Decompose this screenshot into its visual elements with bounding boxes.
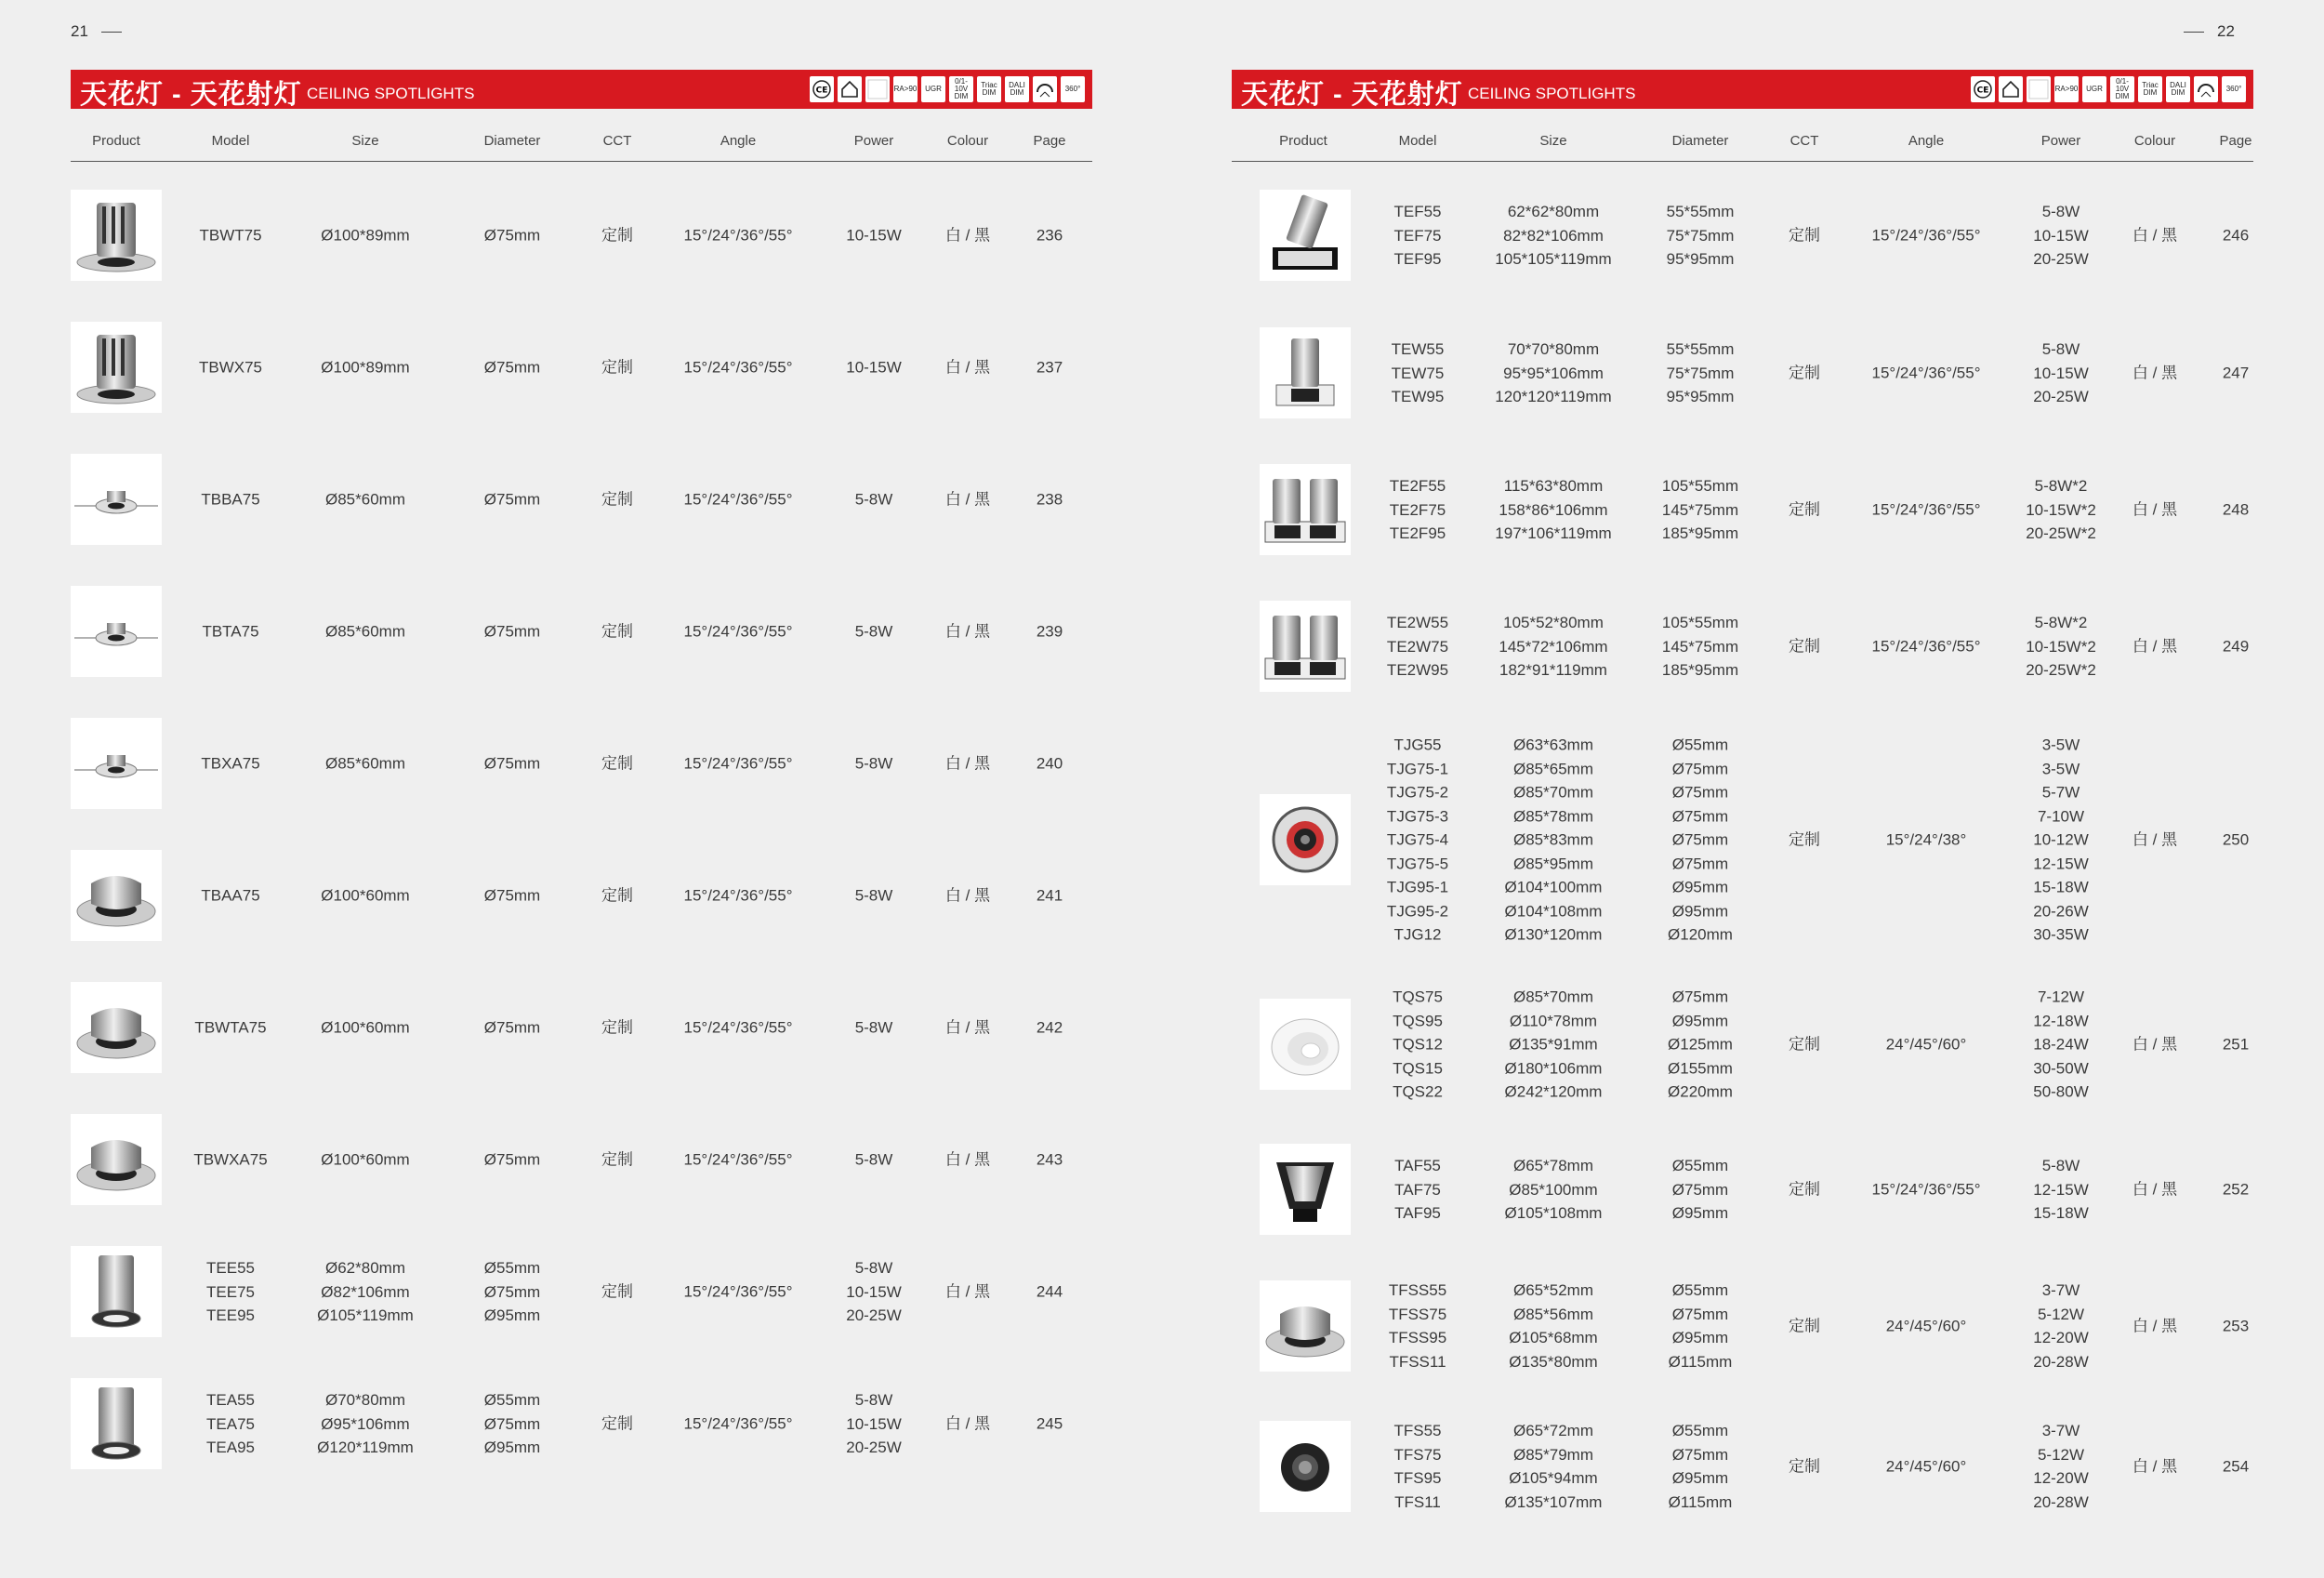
cell-page: 248 — [2222, 500, 2250, 519]
cell-colour: 白 / 黑 — [2132, 1180, 2178, 1199]
page-dash — [101, 32, 122, 33]
spec-icon-label: RA>90 — [2054, 85, 2079, 93]
cell-cct: 定制 — [601, 1150, 633, 1169]
dim-0-10v-icon — [2110, 76, 2134, 102]
cell-power: 5-8W 10-15W 20-25W — [2033, 339, 2089, 405]
spec-icon-label: 360° — [2225, 85, 2242, 93]
ugr-icon — [2082, 76, 2106, 102]
cell-cct: 定制 — [1789, 1180, 1820, 1199]
cell-angle: 24°/45°/60° — [1885, 1035, 1967, 1054]
cell-angle: 15°/24°/36°/55° — [683, 226, 793, 245]
cell-cct: 定制 — [601, 1282, 633, 1301]
cell-power: 5-8W — [854, 886, 893, 905]
indoor-icon — [1999, 76, 2023, 102]
dali-dim-icon — [2166, 76, 2190, 102]
cell-model: TBWX75 — [198, 358, 263, 377]
spec-icon-label: 0/1-10V DIM — [2115, 77, 2130, 100]
cell-size: Ø62*80mm Ø82*106mm Ø105*119mm — [317, 1258, 414, 1324]
cell-model: TJG55 TJG75-1 TJG75-2 TJG75-3 TJG75-4 TJG75-5 TJG95-1 TJG95-2 TJG12 — [1386, 736, 1449, 944]
spec-icons — [1971, 76, 2246, 102]
cell-colour: 白 / 黑 — [2132, 226, 2178, 245]
cell-model: TE2F55 TE2F75 TE2F95 — [1389, 476, 1446, 542]
spec-icon-label: DALI DIM — [2170, 81, 2186, 97]
cell-angle: 15°/24°/36°/55° — [683, 1018, 793, 1037]
cell-angle: 15°/24°/36°/55° — [1871, 226, 1981, 245]
black-downlight-icon — [1260, 1421, 1351, 1512]
cell-size: Ø100*60mm — [321, 1018, 410, 1037]
cell-colour: 白 / 黑 — [2132, 637, 2178, 656]
cell-cct: 定制 — [601, 358, 633, 377]
cell-size: Ø100*89mm — [321, 226, 410, 245]
spec-icon-label: Triac DIM — [981, 81, 997, 97]
cell-diameter: 55*55mm 75*75mm 95*95mm — [1666, 339, 1735, 405]
table-header-right — [1232, 133, 2253, 162]
white-swatch-icon — [865, 76, 890, 102]
cell-colour: 白 / 黑 — [2132, 1035, 2178, 1054]
dali-dim-icon — [1005, 76, 1029, 102]
column-header-size: Size — [1539, 133, 1567, 149]
cell-cct: 定制 — [1789, 1317, 1820, 1335]
cell-page: 250 — [2222, 830, 2250, 849]
page-number-left — [71, 22, 135, 41]
cell-page: 251 — [2222, 1035, 2250, 1054]
cell-model: TBWXA75 — [193, 1150, 268, 1169]
cell-diameter: Ø75mm — [483, 754, 541, 773]
cell-page: 240 — [1036, 754, 1063, 773]
cell-angle: 15°/24°/36°/55° — [683, 1282, 793, 1301]
cell-size: Ø70*80mm Ø95*106mm Ø120*119mm — [317, 1390, 414, 1456]
page-dash — [2184, 32, 2204, 33]
column-header-power: Power — [853, 133, 894, 149]
cell-page: 253 — [2222, 1317, 2250, 1335]
white-recessed-icon — [1260, 999, 1351, 1090]
column-header-colour: Colour — [946, 133, 989, 149]
cell-angle: 15°/24°/36°/55° — [1871, 1180, 1981, 1199]
cell-power: 5-8W — [854, 1150, 893, 1169]
ce-mark-icon — [1971, 76, 1995, 102]
column-header-product: Product — [92, 133, 140, 149]
cell-model: TBWTA75 — [194, 1018, 267, 1037]
beam-angle-icon — [2194, 76, 2218, 102]
cell-colour: 白 / 黑 — [2132, 364, 2178, 382]
spec-icon-label: 360° — [1064, 85, 1081, 93]
cell-power: 5-8W — [854, 622, 893, 641]
cell-colour: 白 / 黑 — [944, 1018, 991, 1037]
cell-cct: 定制 — [1789, 830, 1820, 849]
cell-page: 239 — [1036, 622, 1063, 641]
cell-diameter: Ø55mm Ø75mm Ø95mm — [1671, 1156, 1729, 1222]
round-spotlight-icon — [1260, 1280, 1351, 1372]
cell-colour: 白 / 黑 — [944, 622, 991, 641]
double-spotlight-icon — [1260, 464, 1351, 555]
spec-icon-label: UGR — [925, 85, 942, 93]
cell-model: TAF55 TAF75 TAF95 — [1394, 1156, 1441, 1222]
page-number-text: 21 — [71, 22, 88, 40]
column-header-angle: Angle — [1908, 133, 1945, 149]
cell-model: TBWT75 — [199, 226, 262, 245]
cell-angle: 15°/24°/36°/55° — [683, 490, 793, 509]
cell-model: TE2W55 TE2W75 TE2W95 — [1386, 613, 1449, 679]
table-row — [0, 179, 2324, 291]
cell-power: 10-15W — [846, 226, 902, 245]
table-row — [0, 721, 2324, 959]
cell-model: TEF55 TEF75 TEF95 — [1393, 202, 1442, 268]
cell-power: 5-8W — [854, 490, 893, 509]
cell-page: 244 — [1036, 1282, 1063, 1301]
table-row — [0, 975, 2324, 1114]
cell-diameter: Ø75mm — [483, 1018, 541, 1037]
cell-diameter: Ø75mm — [483, 1150, 541, 1169]
column-header-power: Power — [2040, 133, 2081, 149]
cell-size: 62*62*80mm 82*82*106mm 105*105*119mm — [1495, 202, 1612, 268]
cell-size: Ø85*70mm Ø110*78mm Ø135*91mm Ø180*106mm Ø242*120mm — [1504, 988, 1603, 1101]
cell-angle: 15°/24°/36°/55° — [683, 1150, 793, 1169]
cell-size: Ø65*78mm Ø85*100mm Ø105*108mm — [1504, 1156, 1603, 1222]
cell-size: Ø100*89mm — [321, 358, 410, 377]
cell-diameter: Ø75mm — [483, 358, 541, 377]
cell-angle: 15°/24°/36°/55° — [683, 622, 793, 641]
triac-dim-icon — [977, 76, 1001, 102]
cell-size: Ø100*60mm — [321, 886, 410, 905]
cell-angle: 24°/45°/60° — [1885, 1457, 1967, 1476]
column-header-page: Page — [2219, 133, 2252, 149]
table-row — [0, 590, 2324, 702]
cell-size: 105*52*80mm 145*72*106mm 182*91*119mm — [1499, 613, 1608, 679]
cell-page: 247 — [2222, 364, 2250, 382]
cell-diameter: Ø55mm Ø75mm Ø95mm Ø115mm — [1668, 1281, 1733, 1371]
cell-size: Ø65*72mm Ø85*79mm Ø105*94mm Ø135*107mm — [1504, 1422, 1603, 1511]
svg-text:CE: CE — [1976, 86, 1989, 96]
ra-dimension-icon — [893, 76, 918, 102]
cell-power: 5-8W*2 10-15W*2 20-25W*2 — [2026, 476, 2096, 542]
cell-page: 246 — [2222, 226, 2250, 245]
cell-page: 242 — [1036, 1018, 1063, 1037]
table-row — [0, 1138, 2324, 1240]
cell-colour: 白 / 黑 — [944, 358, 991, 377]
cell-power: 5-8W 10-15W 20-25W — [2033, 202, 2089, 268]
ce-mark-icon — [810, 76, 834, 102]
table-row — [0, 1397, 2324, 1536]
section-title-en: CEILING SPOTLIGHTS — [307, 85, 475, 102]
cell-colour: 白 / 黑 — [2132, 1457, 2178, 1476]
cell-power: 5-8W*2 10-15W*2 20-25W*2 — [2026, 613, 2096, 679]
cell-diameter: 55*55mm 75*75mm 95*95mm — [1666, 202, 1735, 268]
cell-colour: 白 / 黑 — [2132, 500, 2178, 519]
column-header-angle: Angle — [720, 133, 757, 149]
cell-page: 254 — [2222, 1457, 2250, 1476]
cell-diameter: Ø75mm — [483, 490, 541, 509]
cell-cct: 定制 — [1789, 226, 1820, 245]
ugr-icon — [921, 76, 945, 102]
cell-cct: 定制 — [601, 886, 633, 905]
column-header-colour: Colour — [2133, 133, 2176, 149]
cell-power: 10-15W — [846, 358, 902, 377]
ra-dimension-icon — [2054, 76, 2079, 102]
column-header-cct: CCT — [602, 133, 632, 149]
cell-size: Ø63*63mm Ø85*65mm Ø85*70mm Ø85*78mm Ø85*83mm Ø85*95mm Ø104*100mm Ø104*108mm Ø130*120mm — [1504, 736, 1603, 944]
cell-model: TEE55 TEE75 TEE95 — [206, 1258, 255, 1324]
rotate-360-icon — [2222, 76, 2246, 102]
cell-size: 115*63*80mm 158*86*106mm 197*106*119mm — [1495, 476, 1612, 542]
cell-colour: 白 / 黑 — [944, 1150, 991, 1169]
section-title-en: CEILING SPOTLIGHTS — [1468, 85, 1636, 102]
rotate-360-icon — [1061, 76, 1085, 102]
cell-angle: 15°/24°/36°/55° — [683, 754, 793, 773]
cell-cct: 定制 — [601, 490, 633, 509]
double-spotlight-icon — [1260, 601, 1351, 692]
cell-angle: 15°/24°/38° — [1885, 830, 1967, 849]
cell-page: 243 — [1036, 1150, 1063, 1169]
dim-0-10v-icon — [949, 76, 973, 102]
cell-diameter: 105*55mm 145*75mm 185*95mm — [1661, 476, 1739, 542]
cell-page: 237 — [1036, 358, 1063, 377]
page-number-right — [2171, 22, 2235, 41]
cell-power: 5-8W 10-15W 20-25W — [846, 1390, 902, 1456]
column-header-size: Size — [351, 133, 379, 149]
cell-diameter: Ø75mm — [483, 622, 541, 641]
cell-angle: 15°/24°/36°/55° — [683, 358, 793, 377]
section-banner-left — [71, 70, 1092, 109]
table-header-left — [71, 133, 1092, 162]
cell-angle: 15°/24°/36°/55° — [683, 886, 793, 905]
cell-model: TFS55 TFS75 TFS95 TFS11 — [1393, 1422, 1442, 1511]
cell-angle: 15°/24°/36°/55° — [1871, 637, 1981, 656]
cell-cct: 定制 — [1789, 637, 1820, 656]
cell-cct: 定制 — [1789, 1457, 1820, 1476]
cell-page: 249 — [2222, 637, 2250, 656]
cell-colour: 白 / 黑 — [944, 1282, 991, 1301]
table-row — [0, 454, 2324, 565]
cell-angle: 15°/24°/36°/55° — [1871, 500, 1981, 519]
cell-diameter: Ø75mm — [483, 226, 541, 245]
section-title-cn: 天花灯 - 天花射灯 — [1241, 80, 1463, 110]
cell-size: Ø85*60mm — [325, 622, 405, 641]
column-header-page: Page — [1033, 133, 1066, 149]
cell-angle: 15°/24°/36°/55° — [683, 1414, 793, 1433]
cell-size: Ø85*60mm — [325, 754, 405, 773]
section-title-cn: 天花灯 - 天花射灯 — [80, 80, 302, 110]
round-red-spotlight-icon — [1260, 794, 1351, 885]
cell-model: TEA55 TEA75 TEA95 — [206, 1390, 255, 1456]
column-header-diameter: Diameter — [1671, 133, 1729, 149]
cell-diameter: 105*55mm 145*75mm 185*95mm — [1661, 613, 1739, 679]
cell-power: 3-5W 3-5W 5-7W 7-10W 10-12W 12-15W 15-18W 20-26W 30-35W — [2033, 736, 2089, 944]
section-banner-right — [1232, 70, 2253, 109]
cell-power: 3-7W 5-12W 12-20W 20-28W — [2033, 1422, 2089, 1511]
cell-cct: 定制 — [1789, 364, 1820, 382]
cell-size: Ø65*52mm Ø85*56mm Ø105*68mm Ø135*80mm — [1509, 1281, 1598, 1371]
cell-model: TBAA75 — [201, 886, 260, 905]
cell-page: 252 — [2222, 1180, 2250, 1199]
cell-page: 245 — [1036, 1414, 1063, 1433]
white-swatch-icon — [2027, 76, 2051, 102]
cell-colour: 白 / 黑 — [944, 754, 991, 773]
cell-model: TFSS55 TFSS75 TFSS95 TFSS11 — [1388, 1281, 1447, 1371]
cell-diameter: Ø75mm Ø95mm Ø125mm Ø155mm Ø220mm — [1668, 988, 1733, 1101]
column-header-cct: CCT — [1789, 133, 1819, 149]
cell-colour: 白 / 黑 — [2132, 830, 2178, 849]
cell-page: 238 — [1036, 490, 1063, 509]
cell-size: 70*70*80mm 95*95*106mm 120*120*119mm — [1495, 339, 1612, 405]
cell-diameter: Ø55mm Ø75mm Ø75mm Ø75mm Ø75mm Ø75mm Ø95mm Ø95mm Ø120mm — [1668, 736, 1733, 944]
cell-page: 241 — [1036, 886, 1063, 905]
cell-colour: 白 / 黑 — [944, 226, 991, 245]
cell-power: 3-7W 5-12W 12-20W 20-28W — [2033, 1281, 2089, 1371]
cell-power: 5-8W 10-15W 20-25W — [846, 1258, 902, 1324]
cell-diameter: Ø55mm Ø75mm Ø95mm — [483, 1390, 541, 1456]
cell-diameter: Ø55mm Ø75mm Ø95mm — [483, 1258, 541, 1324]
cell-power: 5-8W — [854, 1018, 893, 1037]
beam-angle-icon — [1033, 76, 1057, 102]
cell-cct: 定制 — [601, 1018, 633, 1037]
spec-icon-label: UGR — [2086, 85, 2103, 93]
cell-angle: 24°/45°/60° — [1885, 1317, 1967, 1335]
indoor-icon — [838, 76, 862, 102]
triac-dim-icon — [2138, 76, 2162, 102]
cell-model: TEW55 TEW75 TEW95 — [1391, 339, 1445, 405]
spec-icon-label: 0/1-10V DIM — [954, 77, 969, 100]
black-reflector-icon — [1260, 1144, 1351, 1235]
cell-colour: 白 / 黑 — [944, 1414, 991, 1433]
column-header-product: Product — [1279, 133, 1327, 149]
cell-model: TBBA75 — [201, 490, 260, 509]
spec-icon-label: DALI DIM — [1009, 81, 1025, 97]
cell-page: 236 — [1036, 226, 1063, 245]
cell-cct: 定制 — [1789, 1035, 1820, 1054]
cell-size: Ø100*60mm — [321, 1150, 410, 1169]
page-number-text: 22 — [2217, 22, 2235, 40]
cell-colour: 白 / 黑 — [2132, 1317, 2178, 1335]
cell-cct: 定制 — [601, 754, 633, 773]
square-spotlight-icon — [1260, 327, 1351, 418]
cell-model: TBTA75 — [202, 622, 259, 641]
cell-cct: 定制 — [601, 622, 633, 641]
cell-cct: 定制 — [601, 1414, 633, 1433]
spec-icon-label: RA>90 — [893, 85, 918, 93]
cell-power: 7-12W 12-18W 18-24W 30-50W 50-80W — [2033, 988, 2089, 1101]
cell-model: TQS75 TQS95 TQS12 TQS15 TQS22 — [1393, 988, 1443, 1101]
table-row — [0, 1261, 2324, 1391]
cell-size: Ø85*60mm — [325, 490, 405, 509]
spec-icon-label: Triac DIM — [2142, 81, 2159, 97]
cell-colour: 白 / 黑 — [944, 886, 991, 905]
table-row — [0, 317, 2324, 429]
cell-power: 5-8W 12-15W 15-18W — [2033, 1156, 2089, 1222]
column-header-diameter: Diameter — [483, 133, 541, 149]
cell-power: 5-8W — [854, 754, 893, 773]
cell-cct: 定制 — [1789, 500, 1820, 519]
square-tilt-spotlight-icon — [1260, 190, 1351, 281]
cell-model: TBXA75 — [201, 754, 260, 773]
cell-diameter: Ø55mm Ø75mm Ø95mm Ø115mm — [1668, 1422, 1733, 1511]
column-header-model: Model — [211, 133, 250, 149]
cell-angle: 15°/24°/36°/55° — [1871, 364, 1981, 382]
spec-icons — [810, 76, 1085, 102]
cell-cct: 定制 — [601, 226, 633, 245]
cell-diameter: Ø75mm — [483, 886, 541, 905]
cell-colour: 白 / 黑 — [944, 490, 991, 509]
svg-text:CE: CE — [815, 86, 828, 96]
column-header-model: Model — [1398, 133, 1437, 149]
